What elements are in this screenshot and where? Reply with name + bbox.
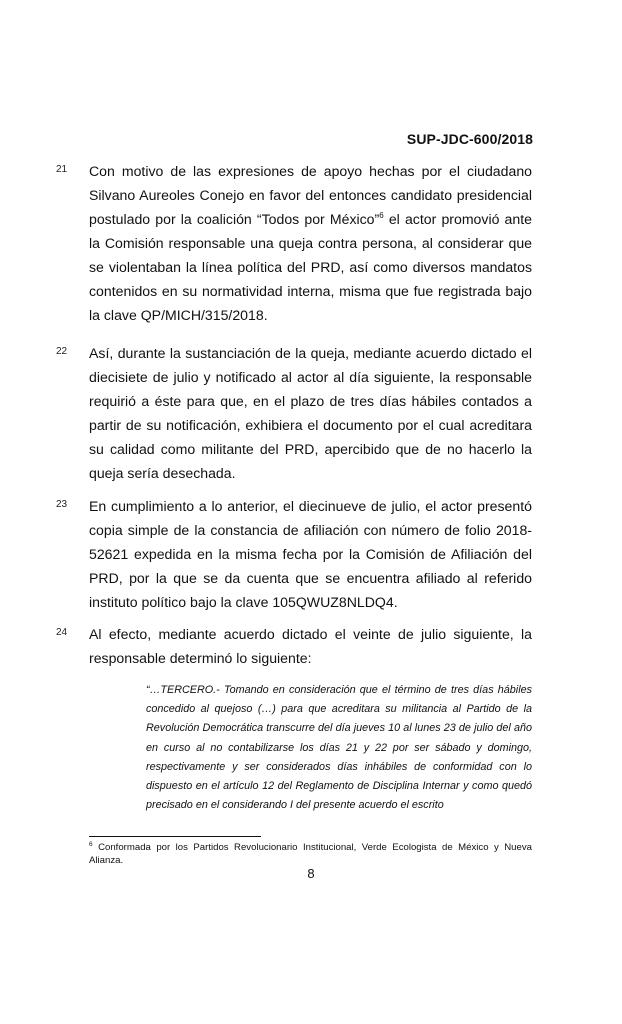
footnote-reference[interactable]: 6 — [379, 211, 384, 220]
paragraph-text: Al efecto, mediante acuerdo dictado el veinte de julio siguiente, la responsable determinó lo siguiente: — [89, 626, 532, 666]
paragraph-text — [89, 159, 532, 327]
footnote-divider — [89, 836, 261, 837]
paragraph-text-part: Con motivo de las expresiones de apoyo hechas por el ciudadano Silvano Aureoles Conejo en favor del entonces candidato presidencial postulado por la coalición “Todos por México” — [89, 163, 532, 227]
footnote-text: Conformada por los Partidos Revolucionario Institucional, Verde Ecologista de México y Nueva Alianza. — [89, 842, 532, 866]
paragraph-number: 22 — [56, 346, 68, 357]
footnote-marker: 6 — [89, 841, 93, 848]
paragraph-21 — [56, 159, 532, 327]
paragraph-22 — [56, 341, 532, 485]
paragraph-24 — [56, 622, 532, 670]
paragraph-number: 23 — [56, 499, 68, 510]
paragraph-text-part: el actor promovió ante la Comisión responsable una queja contra persona, al considerar que se violentaban la línea política del PRD, así como diversos mandatos contenidos en su normatividad interna, misma que fue registrada bajo la clave QP/MICH/315/2018. — [89, 211, 532, 323]
paragraph-23 — [56, 494, 532, 614]
footnote — [89, 841, 532, 867]
paragraph-number: 21 — [56, 164, 68, 175]
block-quote: “…TERCERO.- Tomando en consideración que el término de tres días hábiles concedido al quejoso (…) para que acreditara su militancia al Partido de la Revolución Democrática transcurre del día jueves 10 al lunes 23 de julio del año en curso al no contabilizarse los días 21 y 22 por ser sábado y domingo, respectivamente y ser considerados días inhábiles de conformidad con lo dispuesto en el artículo 12 del Reglamento de Disciplina Internar y como quedó precisado en el considerando I del presente acuerdo el escrito — [146, 684, 532, 812]
paragraph-text: En cumplimiento a lo anterior, el diecinueve de julio, el actor presentó copia simple de la constancia de afiliación con número de folio 2018-52621 expedida en la misma fecha por la Comisión de Afiliación del PRD, por la que se da cuenta que se encuentra afiliado al referido instituto político bajo la clave 105QWUZ8NLDQ4. — [89, 498, 532, 610]
case-number-header: SUP-JDC-600/2018 — [406, 131, 533, 147]
page-number: 8 — [307, 866, 315, 881]
paragraph-text: Así, durante la sustanciación de la queja, mediante acuerdo dictado el diecisiete de julio y notificado al actor al día siguiente, la responsable requirió a éste para que, en el plazo de tres días hábiles contados a partir de su notificación, exhibiera el documento por el cual acreditara su calidad como militante del PRD, apercibido que de no hacerlo la queja sería desechada. — [89, 345, 532, 481]
paragraph-number: 24 — [56, 627, 68, 638]
